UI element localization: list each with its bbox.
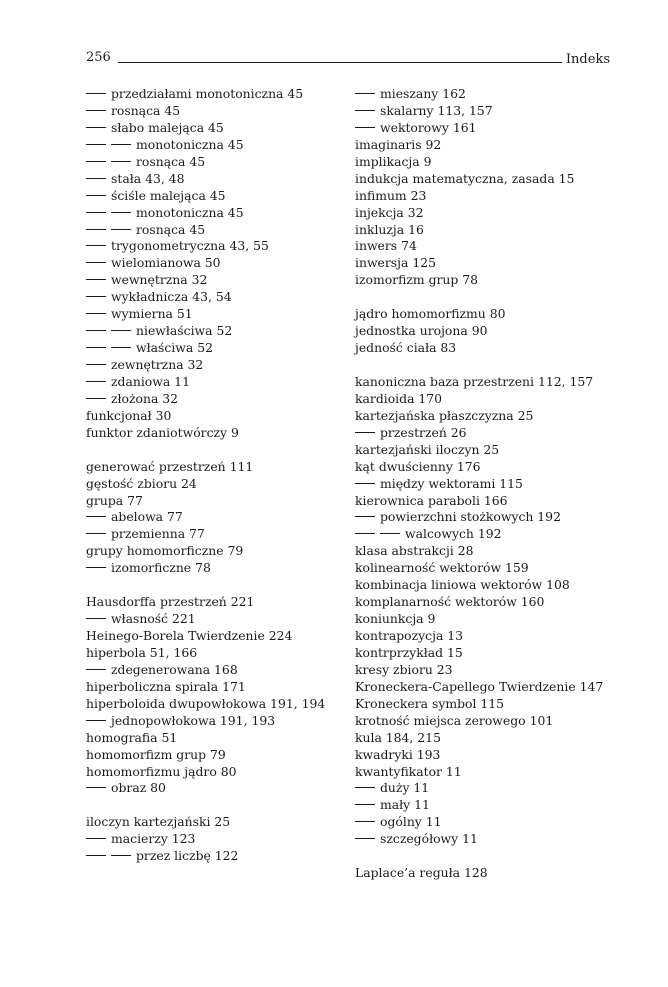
entry-text: przedziałami monotoniczna 45 [111, 86, 304, 101]
entry-text: homografia 51 [86, 729, 178, 745]
index-entry [355, 374, 625, 391]
index-entry [355, 611, 625, 628]
entry-text: kontrapozycja 13 [355, 628, 464, 643]
index-subentry [86, 713, 336, 730]
entry-text: grupy homomorficzne 79 [86, 543, 244, 559]
repeat-dash [355, 838, 375, 839]
index-entry [355, 205, 625, 222]
repeat-dash [86, 516, 106, 517]
entry-text: Laplace’a reguła 128 [355, 865, 488, 881]
entry-text: powierzchni stożkowych 192 [380, 509, 561, 525]
entry-text: między wektorami 115 [380, 475, 523, 491]
index-subentry [86, 611, 336, 628]
index-subentry [86, 137, 336, 154]
entry-text: komplanarność wektorów 160 [355, 594, 545, 610]
index-subentry [86, 154, 336, 171]
index-entry [86, 679, 336, 696]
entry-text: Kroneckera symbol 115 [355, 695, 505, 711]
entry-text: injekcja 32 [355, 204, 424, 220]
repeat-dash [86, 161, 106, 162]
repeat-dash [86, 669, 106, 670]
letter-group-gap [355, 357, 625, 374]
entry-text: wielomianowa 50 [111, 255, 221, 271]
index-entry [355, 188, 625, 205]
index-subentry [355, 814, 625, 831]
index-subentry [355, 425, 625, 442]
entry-text: właściwa 52 [136, 340, 213, 356]
repeat-dash [355, 804, 375, 805]
index-entry [86, 408, 336, 425]
entry-text: funktor zdaniotwórczy 9 [86, 424, 239, 440]
index-column-right [355, 86, 625, 882]
index-subentry [355, 526, 625, 543]
index-subentry [86, 831, 336, 848]
repeat-dash [111, 144, 131, 145]
index-entry [355, 137, 625, 154]
entry-text: izomorficzne 78 [111, 560, 211, 576]
repeat-dash [355, 787, 375, 788]
index-entry [355, 255, 625, 272]
entry-text: inkluzja 16 [355, 221, 424, 237]
repeat-dash [86, 855, 106, 856]
entry-text: abelowa 77 [111, 509, 183, 525]
entry-text: szczegółowy 11 [380, 831, 478, 847]
index-entry [355, 696, 625, 713]
entry-text: infimum 23 [355, 187, 427, 203]
repeat-dash [86, 381, 106, 382]
repeat-dash [86, 296, 106, 297]
repeat-dash [355, 110, 375, 111]
entry-text: monotoniczna 45 [136, 136, 244, 152]
entry-text: przez liczbę 122 [136, 848, 239, 864]
entry-text: kwadryki 193 [355, 746, 441, 762]
index-entry [355, 713, 625, 730]
index-entry [355, 154, 625, 171]
entry-text: kierownica paraboli 166 [355, 492, 508, 508]
entry-text: Hausdorffa przestrzeń 221 [86, 594, 255, 610]
index-entry [355, 865, 625, 882]
entry-text: kardioida 170 [355, 390, 443, 406]
index-subentry [86, 289, 336, 306]
index-entry [355, 391, 625, 408]
index-subentry [86, 120, 336, 137]
entry-text: hiperboliczna spirala 171 [86, 678, 246, 694]
index-entry [355, 628, 625, 645]
entry-text: Heinego-Borela Twierdzenie 224 [86, 628, 293, 643]
entry-text: złożona 32 [111, 390, 179, 406]
repeat-dash [355, 93, 375, 94]
entry-text: jednopowłokowa 191, 193 [111, 712, 276, 728]
entry-text: zdegenerowana 168 [111, 661, 238, 677]
repeat-dash [86, 212, 106, 213]
entry-text: własność 221 [111, 611, 196, 627]
index-entry [355, 543, 625, 560]
index-subentry [86, 205, 336, 222]
entry-text: inwersja 125 [355, 255, 436, 271]
entry-text: słabo malejąca 45 [111, 119, 224, 135]
entry-text: indukcja matematyczna, zasada 15 [355, 170, 575, 186]
repeat-dash [380, 533, 400, 534]
repeat-dash [111, 330, 131, 331]
entry-text: kwantyfikator 11 [355, 763, 462, 779]
index-entry [355, 493, 625, 510]
entry-text: jedność ciała 83 [355, 340, 457, 356]
index-subentry [355, 797, 625, 814]
index-entry [86, 594, 336, 611]
repeat-dash [86, 313, 106, 314]
repeat-dash [355, 533, 375, 534]
entry-text: kula 184, 215 [355, 729, 441, 745]
index-subentry [86, 509, 336, 526]
entry-text: zdaniowa 11 [111, 373, 190, 389]
entry-text: ściśle malejąca 45 [111, 187, 226, 203]
repeat-dash [355, 483, 375, 484]
index-entry [355, 679, 625, 696]
repeat-dash [86, 364, 106, 365]
entry-text: zewnętrzna 32 [111, 357, 204, 372]
entry-text: mieszany 162 [380, 86, 466, 101]
entry-text: krotność miejsca zerowego 101 [355, 712, 554, 728]
entry-text: kanoniczna baza przestrzeni 112, 157 [355, 373, 594, 389]
repeat-dash [86, 347, 106, 348]
header-rule [118, 62, 562, 63]
index-entry [355, 306, 625, 323]
page-number: 256 [86, 50, 111, 65]
repeat-dash [86, 330, 106, 331]
entry-text: jądro homomorfizmu 80 [355, 306, 506, 322]
entry-text: kombinacja liniowa wektorów 108 [355, 577, 570, 593]
entry-text: rosnąca 45 [136, 221, 206, 237]
entry-text: implikacja 9 [355, 153, 432, 169]
index-subentry [86, 238, 336, 255]
index-subentry [86, 171, 336, 188]
repeat-dash [86, 398, 106, 399]
index-entry [355, 560, 625, 577]
index-subentry [355, 831, 625, 848]
index-entry [355, 577, 625, 594]
entry-text: kartezjański iloczyn 25 [355, 441, 500, 457]
index-entry [86, 814, 336, 831]
entry-text: grupa 77 [86, 492, 143, 508]
index-subentry [86, 526, 336, 543]
index-subentry [86, 323, 336, 340]
entry-text: wektorowy 161 [380, 119, 477, 135]
entry-text: przemienna 77 [111, 526, 205, 542]
entry-text: iloczyn kartezjański 25 [86, 814, 231, 830]
letter-group-gap [86, 577, 336, 594]
index-entry [355, 171, 625, 188]
entry-text: kresy zbioru 23 [355, 661, 453, 677]
repeat-dash [86, 144, 106, 145]
repeat-dash [86, 787, 106, 788]
entry-text: Kroneckera-Capellego Twierdzenie 147 [355, 678, 604, 694]
repeat-dash [86, 838, 106, 839]
index-entry [355, 594, 625, 611]
repeat-dash [355, 821, 375, 822]
index-subentry [355, 509, 625, 526]
index-subentry [86, 848, 336, 865]
entry-text: koniunkcja 9 [355, 611, 436, 627]
index-entry [86, 476, 336, 493]
repeat-dash [86, 533, 106, 534]
index-subentry [86, 374, 336, 391]
letter-group-gap [355, 289, 625, 306]
index-entry [355, 730, 625, 747]
index-subentry [86, 306, 336, 323]
entry-text: inwers 74 [355, 238, 417, 254]
repeat-dash [86, 93, 106, 94]
entry-text: funkcjonał 30 [86, 407, 172, 423]
entry-text: ogólny 11 [380, 814, 442, 830]
entry-text: rosnąca 45 [111, 102, 181, 118]
entry-text: gęstość zbioru 24 [86, 475, 197, 491]
index-subentry [86, 86, 336, 103]
entry-text: wykładnicza 43, 54 [111, 289, 232, 305]
index-entry [355, 408, 625, 425]
letter-group-gap [86, 442, 336, 459]
index-column-left [86, 86, 336, 865]
entry-text: hiperboloida dwupowłokowa 191, 194 [86, 695, 326, 711]
entry-text: homomorfizm grup 79 [86, 746, 226, 762]
repeat-dash [111, 212, 131, 213]
index-entry [86, 543, 336, 560]
index-entry [86, 493, 336, 510]
repeat-dash [86, 279, 106, 280]
index-subentry [355, 86, 625, 103]
repeat-dash [111, 161, 131, 162]
entry-text: kolinearność wektorów 159 [355, 560, 529, 576]
repeat-dash [355, 127, 375, 128]
index-subentry [355, 120, 625, 137]
index-subentry [86, 780, 336, 797]
entry-text: monotoniczna 45 [136, 204, 244, 220]
index-entry [355, 442, 625, 459]
index-subentry [86, 560, 336, 577]
entry-text: homomorfizmu jądro 80 [86, 763, 237, 779]
entry-text: generować przestrzeń 111 [86, 458, 254, 474]
index-subentry [86, 340, 336, 357]
entry-text: trygonometryczna 43, 55 [111, 238, 269, 254]
repeat-dash [355, 432, 375, 433]
entry-text: macierzy 123 [111, 831, 196, 847]
repeat-dash [86, 127, 106, 128]
index-subentry [86, 188, 336, 205]
index-entry [86, 764, 336, 781]
index-entry [86, 645, 336, 662]
repeat-dash [86, 618, 106, 619]
repeat-dash [111, 229, 131, 230]
repeat-dash [86, 229, 106, 230]
index-subentry [355, 780, 625, 797]
repeat-dash [86, 110, 106, 111]
entry-text: wymierna 51 [111, 306, 193, 322]
index-subentry [86, 662, 336, 679]
entry-text: duży 11 [380, 780, 430, 796]
letter-group-gap [86, 797, 336, 814]
entry-text: klasa abstrakcji 28 [355, 543, 474, 559]
page-header [86, 50, 610, 68]
entry-text: kąt dwuścienny 176 [355, 458, 481, 474]
repeat-dash [355, 516, 375, 517]
entry-text: przestrzeń 26 [380, 424, 467, 440]
repeat-dash [111, 855, 131, 856]
index-entry [355, 222, 625, 239]
index-entry [355, 340, 625, 357]
entry-text: niewłaściwa 52 [136, 323, 233, 339]
entry-text: imaginaris 92 [355, 136, 442, 152]
index-subentry [86, 272, 336, 289]
entry-text: skalarny 113, 157 [380, 102, 493, 118]
running-title: Indeks [565, 52, 610, 67]
index-entry [355, 662, 625, 679]
repeat-dash [111, 347, 131, 348]
index-entry [355, 747, 625, 764]
repeat-dash [86, 720, 106, 721]
index-subentry [86, 357, 336, 374]
index-entry [86, 459, 336, 476]
entry-text: hiperbola 51, 166 [86, 644, 198, 660]
entry-text: jednostka urojona 90 [355, 323, 488, 339]
entry-text: obraz 80 [111, 780, 166, 796]
repeat-dash [86, 262, 106, 263]
index-entry [86, 628, 336, 645]
letter-group-gap [355, 848, 625, 865]
index-subentry [86, 255, 336, 272]
index-entry [86, 730, 336, 747]
entry-text: stała 43, 48 [111, 170, 185, 186]
entry-text: kontrprzykład 15 [355, 644, 463, 660]
index-entry [355, 764, 625, 781]
repeat-dash [86, 195, 106, 196]
index-subentry [355, 476, 625, 493]
index-entry [86, 425, 336, 442]
entry-text: walcowych 192 [405, 526, 502, 542]
index-entry [355, 459, 625, 476]
index-entry [355, 323, 625, 340]
entry-text: izomorfizm grup 78 [355, 272, 479, 288]
index-entry [86, 747, 336, 764]
index-entry [355, 645, 625, 662]
entry-text: mały 11 [380, 797, 430, 813]
repeat-dash [86, 178, 106, 179]
entry-text: kartezjańska płaszczyzna 25 [355, 407, 534, 423]
index-entry [355, 238, 625, 255]
index-entry [355, 272, 625, 289]
index-subentry [355, 103, 625, 120]
repeat-dash [86, 567, 106, 568]
repeat-dash [86, 245, 106, 246]
index-entry [86, 696, 336, 713]
entry-text: wewnętrzna 32 [111, 272, 208, 288]
index-subentry [86, 391, 336, 408]
index-subentry [86, 103, 336, 120]
entry-text: rosnąca 45 [136, 153, 206, 169]
index-subentry [86, 222, 336, 239]
